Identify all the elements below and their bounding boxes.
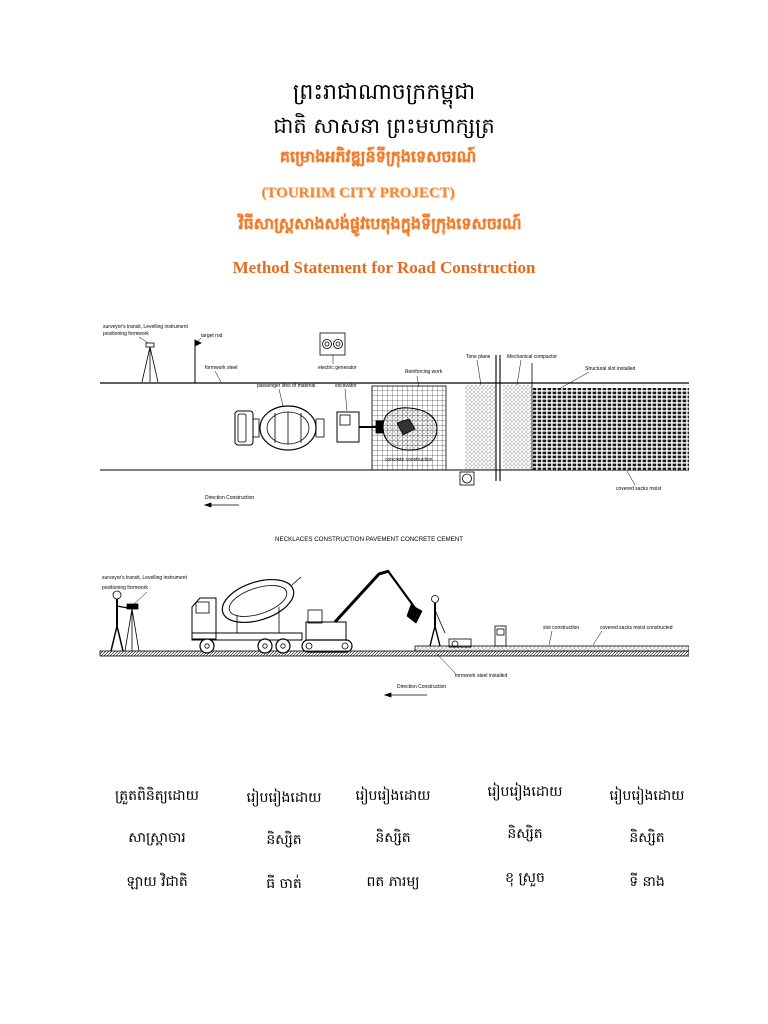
signature-title: និស្សិត: [266, 832, 302, 848]
mixer-truck-side-icon: [192, 571, 302, 653]
target-rod-label: target rod: [201, 333, 223, 339]
compacted-area: [503, 385, 532, 470]
electric-generator-icon: [320, 333, 345, 355]
direction-arrow-icon: [205, 503, 239, 507]
diagram-caption: NECKLACES CONSTRUCTION PAVEMENT CONCRETE CEMENT: [275, 536, 464, 543]
plate-compactor-icon: [460, 472, 474, 485]
signature-name: ខុ ស្រួច: [505, 870, 545, 886]
slot-construction-leader: [549, 631, 552, 645]
material-truck-label: passenger lifes of material: [257, 383, 316, 389]
signature-column-student-4: [577, 788, 717, 898]
covered-sacks-label: covered sacks moist: [616, 486, 662, 492]
surveyor-person-icon: [111, 591, 128, 651]
subject-title-english: Method Statement for Road Construction: [232, 258, 536, 277]
signature-column-student-2: [323, 788, 463, 898]
tone-plane-label: Tone plane: [466, 354, 491, 360]
signature-role: រៀបរៀងដោយ: [609, 788, 685, 804]
formwork-steel-leader: [215, 371, 221, 382]
project-title-khmer: គម្រោងអភិវឌ្ឍន៍ទីក្រុងទេសចរណ៍: [279, 147, 477, 166]
reinforcing-leader: [417, 376, 419, 387]
plan-surveyor-label-line2: positioning formwork: [103, 331, 149, 337]
covered-sacks-leader: [627, 471, 635, 485]
elevation-surveyor-label-line1: surveyor's transit, Levelling instrument: [102, 575, 187, 581]
signature-column-supervisor: [87, 788, 227, 898]
national-motto: ជាតិ សាសនា ព្រះមហាក្សត្រ: [273, 114, 495, 138]
mixer-truck-top-icon: [235, 406, 324, 450]
structural-slot-label: Structural slot installed: [585, 366, 636, 372]
surveyor-tripod-icon: [125, 604, 139, 651]
slot-construction-label: slot construction: [543, 625, 580, 631]
signature-role: រៀបរៀងដោយ: [487, 784, 563, 800]
signature-title: និស្សិត: [507, 826, 543, 842]
excavator-side-icon: [302, 571, 422, 652]
formwork-steel-label: formwork steel: [205, 365, 238, 371]
covered-sacks-elevation-leader: [593, 631, 602, 645]
worker-icon: [430, 596, 445, 647]
direction-arrow-icon-elevation: [385, 693, 427, 697]
signature-role: រៀបរៀងដោយ: [355, 788, 431, 804]
elevation-surveyor-leader: [134, 592, 147, 604]
subject-title-khmer: វិធីសាស្ត្រសាងសង់ផ្លូវបេតុងក្នុងទីក្រុងទេសចរណ៍: [238, 214, 522, 233]
target-rod-icon: [195, 340, 201, 383]
surveyor-instrument-icon: [142, 343, 158, 382]
elevation-direction-label: Direction Construction: [397, 684, 447, 690]
truck-leader: [279, 389, 283, 406]
signature-name: ធី ចាត់: [266, 876, 302, 892]
road-construction-diagram: [97, 315, 689, 705]
covered-sacks-area: [533, 388, 689, 470]
project-title-english: (TOURIIM CITY PROJECT): [261, 185, 455, 201]
signature-title: សាស្ត្រាចារ: [128, 830, 186, 846]
structural-slot-leader: [559, 372, 589, 389]
ground-band: [100, 651, 689, 656]
signature-title: និស្សិត: [375, 830, 411, 846]
reinforcing-work-label: Reinforcing work: [405, 369, 443, 375]
signature-name: ឡាយ វិជាតិ: [126, 874, 188, 890]
surveyor-leader: [139, 337, 148, 343]
elevation-surveyor-label-line2: positioning formwork: [102, 585, 148, 591]
signature-column-student-3: [455, 784, 595, 894]
mechanical-compactor-label: Mechanical compactor: [507, 354, 558, 360]
kingdom-title: ព្រះរាជាណាចក្រកម្ពុជា: [292, 80, 476, 105]
signature-role: រៀបរៀងដោយ: [246, 790, 322, 806]
signature-title: និស្សិត: [629, 830, 665, 846]
signature-name: ពត ភារម្យ: [366, 874, 420, 890]
plan-surveyor-label-line1: surveyor's transit, Levelling instrument: [103, 324, 188, 330]
signature-role: ត្រួតពិនិត្យដោយ: [115, 788, 199, 804]
covered-sacks-constructed-label: covered sacks moist constructed: [600, 625, 673, 631]
excavator-leader: [345, 389, 347, 411]
plan-direction-label: Direction Construction: [205, 495, 255, 501]
elevation-view: [100, 571, 689, 697]
tone-plane-leader: [477, 360, 481, 385]
concrete-label: concrete construction: [385, 457, 433, 463]
tone-plane-area: [465, 385, 496, 470]
compactor-leader: [517, 360, 521, 385]
plan-view: [100, 333, 689, 507]
signature-name: ទី នាង: [629, 874, 665, 890]
formwork-installed-leader: [437, 654, 455, 673]
control-post-icon: [495, 626, 506, 646]
formwork-steel-installed-label: formwork steel installed: [455, 673, 508, 679]
excavator-label: excavator: [335, 383, 357, 389]
electric-generator-label: electric generator: [318, 365, 357, 371]
